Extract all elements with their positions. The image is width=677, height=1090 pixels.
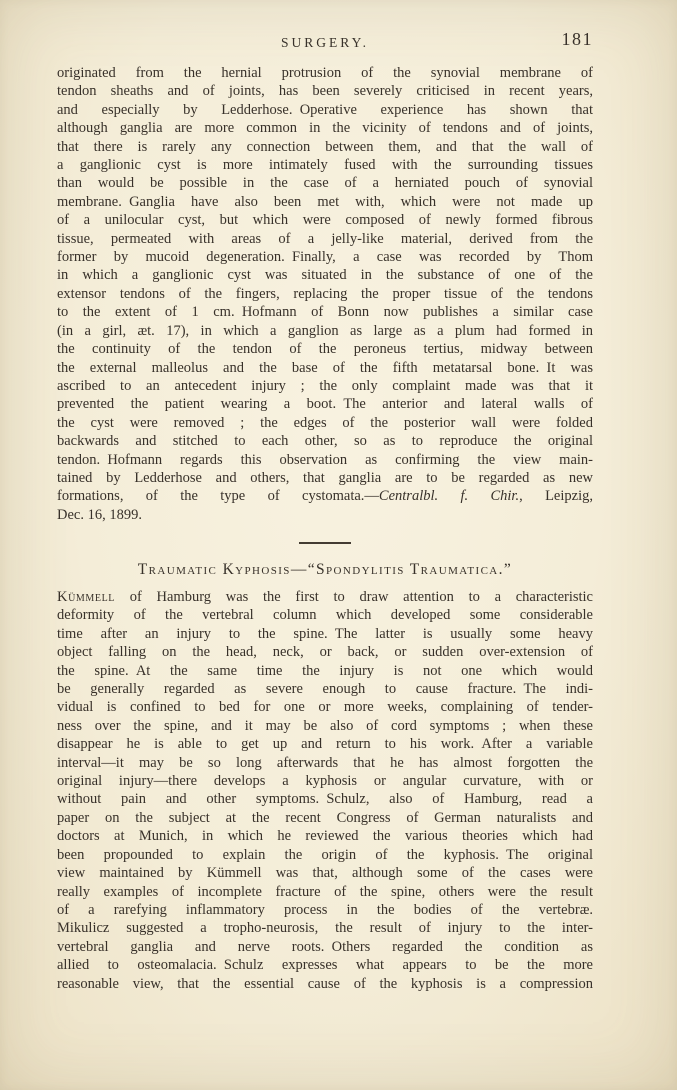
text-segment-italic: Centralbl. f. Chir. bbox=[378, 488, 520, 505]
text-line bbox=[57, 698, 593, 716]
text-segment: tained by Ledderhose and others, that ganglia are to be regarded as new bbox=[57, 469, 593, 486]
text-line bbox=[57, 414, 593, 432]
text-segment: really examples of incomplete fracture of the spine, others were the result bbox=[57, 883, 593, 900]
text-line bbox=[57, 680, 593, 698]
text-segment: Mikulicz suggested a tropho-neurosis, the result of injury to the inter- bbox=[57, 920, 593, 937]
page-header bbox=[57, 29, 593, 55]
text-segment: tendon. Hofmann regards this observation as confirming the view main- bbox=[57, 451, 593, 468]
text-segment: tissue, permeated with areas of a jelly-like material, derived from the bbox=[57, 230, 593, 247]
text-line bbox=[57, 211, 593, 229]
text-line bbox=[57, 790, 593, 808]
text-line bbox=[57, 919, 593, 937]
text-line bbox=[57, 451, 593, 469]
text-segment: former by mucoid degeneration. Finally, a case was recorded by Thom bbox=[57, 249, 593, 266]
text-line bbox=[57, 938, 593, 956]
text-line bbox=[57, 717, 593, 735]
section-divider-rule bbox=[299, 542, 351, 544]
text-line bbox=[57, 643, 593, 661]
text-segment: ness over the spine, and it may be also of cord symptoms ; when these bbox=[57, 717, 593, 734]
text-segment: been propounded to explain the origin of the kyphosis. The original bbox=[57, 846, 593, 863]
text-line bbox=[57, 64, 593, 82]
text-segment: the cyst were removed ; the edges of the posterior wall were folded bbox=[57, 414, 593, 431]
text-line bbox=[57, 432, 593, 450]
text-segment: the external malleolus and the base of the fifth metatarsal bone. It was bbox=[57, 359, 593, 376]
text-segment: disappear he is able to get up and return to his work. After a variable bbox=[57, 736, 593, 753]
text-segment: reasonable view, that the essential cause of the kyphosis is a compression bbox=[57, 975, 593, 992]
text-line bbox=[57, 359, 593, 377]
text-line bbox=[57, 827, 593, 845]
article-kyphosis-paragraph bbox=[57, 588, 593, 993]
text-segment: doctors at Munich, in which he reviewed the various theories which had bbox=[57, 828, 593, 845]
text-segment: ascribed to an antecedent injury ; the only complaint made was that it bbox=[57, 377, 593, 394]
text-segment: tendon sheaths and of joints, has been severely criticised in recent years, bbox=[57, 83, 593, 100]
text-segment: formations, of the type of cystomata.— bbox=[57, 488, 379, 505]
text-segment: (in a girl, æt. 17), in which a ganglion as large as a plum had formed in bbox=[57, 322, 593, 339]
text-segment: the spine. At the same time the injury is not one which would bbox=[57, 662, 593, 679]
text-segment: , Leipzig, bbox=[519, 488, 593, 505]
text-line bbox=[57, 901, 593, 919]
text-segment: a ganglionic cyst is more intimately fused with the surrounding tissues bbox=[57, 157, 593, 174]
text-line bbox=[57, 377, 593, 395]
text-line bbox=[57, 285, 593, 303]
text-segment: original injury—there develops a kyphosis or angular curvature, with or bbox=[57, 773, 593, 790]
text-segment: Dec. 16, 1899. bbox=[57, 506, 142, 523]
text-line bbox=[57, 248, 593, 266]
text-segment: time after an injury to the spine. The latter is usually some heavy bbox=[57, 625, 593, 642]
text-segment: of Hamburg was the first to draw attention to a characteristic bbox=[115, 589, 593, 605]
text-line bbox=[57, 864, 593, 882]
text-line bbox=[57, 303, 593, 321]
text-segment: paper on the subject at the recent Congress of German naturalists and bbox=[57, 809, 593, 826]
text-segment: to the extent of 1 cm. Hofmann of Bonn now publishes a similar case bbox=[57, 304, 593, 321]
article-ganglia-paragraph bbox=[57, 64, 593, 524]
text-line bbox=[57, 506, 593, 524]
text-segment: view maintained by Kümmell was that, although some of the cases were bbox=[57, 865, 593, 882]
text-segment: although ganglia are more common in the vicinity of tendons and of joints, bbox=[57, 120, 593, 137]
text-segment: without pain and other symptoms. Schulz, also of Hamburg, read a bbox=[57, 791, 593, 808]
text-segment: and especially by Ledderhose. Operative experience has shown that bbox=[57, 101, 593, 118]
text-line bbox=[57, 156, 593, 174]
text-line bbox=[57, 846, 593, 864]
text-segment: of a unilocular cyst, but which were composed of newly formed fibrous bbox=[57, 212, 593, 229]
text-line bbox=[57, 625, 593, 643]
text-line bbox=[57, 230, 593, 248]
text-segment: prevented the patient wearing a boot. The anterior and lateral walls of bbox=[57, 396, 593, 413]
text-line bbox=[57, 883, 593, 901]
text-line bbox=[57, 606, 593, 624]
text-segment: allied to osteomalacia. Schulz expresses what appears to be the more bbox=[57, 957, 593, 974]
text-segment: of a rarefying inflammatory process in the bodies of the vertebræ. bbox=[57, 901, 593, 918]
text-segment: extensor tendons of the fingers, replacing the proper tissue of the tendons bbox=[57, 285, 593, 302]
text-line bbox=[57, 138, 593, 156]
text-line bbox=[57, 101, 593, 119]
text-line bbox=[57, 754, 593, 772]
text-line bbox=[57, 487, 593, 505]
text-line bbox=[57, 588, 593, 606]
text-segment: object falling on the head, neck, or back, or sudden over-extension of bbox=[57, 644, 593, 661]
text-line bbox=[57, 193, 593, 211]
text-line bbox=[57, 735, 593, 753]
text-line bbox=[57, 119, 593, 137]
text-line bbox=[57, 956, 593, 974]
text-segment: vertebral ganglia and nerve roots. Others regarded the condition as bbox=[57, 938, 593, 955]
page-number: 181 bbox=[561, 29, 593, 49]
article-kyphosis-heading: Traumatic Kyphosis—“Spondylitis Traumatica.” bbox=[137, 561, 513, 578]
text-line bbox=[57, 322, 593, 340]
text-line bbox=[57, 82, 593, 100]
text-line bbox=[57, 772, 593, 790]
text-segment: originated from the hernial protrusion of the synovial membrane of bbox=[57, 65, 593, 81]
text-segment: membrane. Ganglia have also been met with, which were not made up bbox=[57, 193, 593, 210]
text-segment: vidual is confined to bed for one or more weeks, complaining of tender- bbox=[57, 699, 593, 716]
text-segment: interval—it may be so long afterwards that he has almost forgotten the bbox=[57, 754, 593, 771]
text-line bbox=[57, 975, 593, 993]
text-line bbox=[57, 174, 593, 192]
text-segment: backwards and stitched to each other, so as to reproduce the original bbox=[57, 433, 593, 450]
text-line bbox=[57, 266, 593, 284]
text-line bbox=[57, 340, 593, 358]
text-segment: in which a ganglionic cyst was situated in the substance of one of the bbox=[57, 267, 593, 284]
text-segment-smallcaps: Kümmell bbox=[57, 589, 116, 605]
text-segment: that there is rarely any connection between them, and that the wall of bbox=[57, 138, 593, 155]
text-line bbox=[57, 395, 593, 413]
text-segment: deformity of the vertebral column which developed some considerable bbox=[57, 607, 593, 624]
text-line bbox=[57, 469, 593, 487]
text-line bbox=[57, 662, 593, 680]
text-segment: be generally regarded as severe enough to cause fracture. The indi- bbox=[57, 681, 593, 698]
running-head-title: SURGERY. bbox=[281, 35, 369, 50]
text-segment: the continuity of the tendon of the peroneus tertius, midway between bbox=[57, 341, 593, 358]
text-segment: than would be possible in the case of a herniated pouch of synovial bbox=[57, 175, 593, 192]
text-line bbox=[57, 809, 593, 827]
